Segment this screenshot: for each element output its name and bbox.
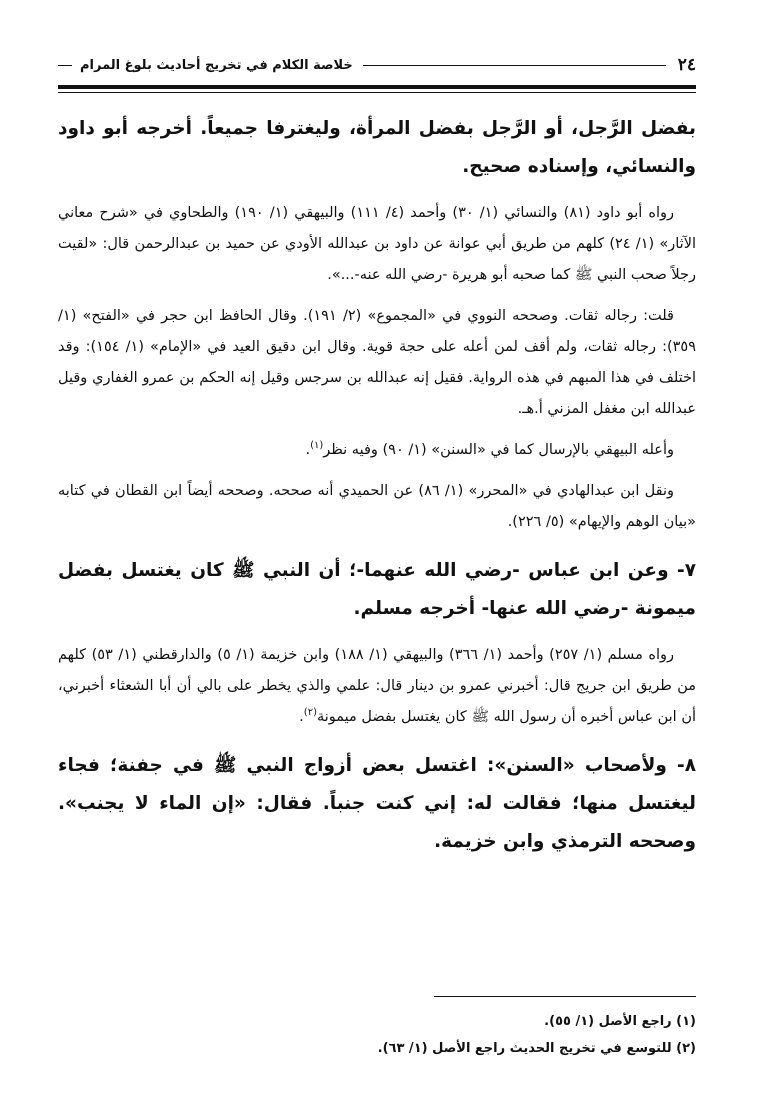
footnote-1: (١) راجع الأصل (١/ ٥٥).: [544, 1014, 696, 1029]
header-rule-thin: [58, 92, 696, 93]
running-title: خلاصة الكلام في تخريج أحاديث بلوغ المرام: [80, 57, 353, 73]
footnote-ref[interactable]: (١): [310, 440, 324, 452]
commentary-paragraph: قلت: رجاله ثقات. وصححه النووي في «المجموع» (٢/ ١٩١). وقال الحافظ ابن حجر في «الفتح» (١/ ٣٥٩): رجاله ثقات، ولم أقف لمن أعله على حجة قوية. وقال ابن دقيق العيد في «الإمام» (١/ ١٥٤): وقد اختلف في هذا المبهم في هذه الرواية. فقيل إنه عبدالله بن سرجس وقيل إنه الحكم بن عمرو الغفاري وقيل عبدالله ابن مغفل المزني أ.هـ.: [58, 308, 696, 417]
hadith-7: ٧- وعن ابن عباس -رضي الله عنهما-؛ أن النبي ﷺ كان يغتسل بفضل ميمونة -رضي الله عنها- أخرجه مسلم.: [58, 560, 696, 619]
commentary-paragraph: [58, 435, 696, 466]
takhrij-paragraph: رواه أبو داود (٨١) والنسائي (١/ ٣٠) وأحمد (٤/ ١١١) والبيهقي (١/ ١٩٠) والطحاوي في «شرح معاني الآثار» (١/ ٢٤) كلهم من طريق أبي عوانة عن داود بن عبدالله الأودي عن حميد بن عبدالرحمن قال: «لقيت رجلاً صحب النبي ﷺ كما صحبه أبو هريرة -رضي الله عنه-...».: [58, 205, 696, 283]
punctuation: .: [305, 442, 311, 458]
header-rule-thick: [58, 85, 696, 89]
page-header: [58, 52, 696, 78]
footnote-separator: [434, 996, 696, 997]
footnote-ref[interactable]: (٢): [303, 707, 317, 719]
page-number: ٢٤: [677, 55, 696, 75]
header-divider-short: [58, 65, 72, 66]
footnote-2: (٢) للتوسع في تخريج الحديث راجع الأصل (١/ ٦٣).: [377, 1041, 696, 1056]
punctuation: .: [299, 709, 304, 725]
takhrij-paragraph: [58, 640, 696, 733]
commentary-text: وأعله البيهقي بالإرسال كما في «السنن» (١/ ٩٠) وفيه نظر: [323, 442, 674, 458]
hadith-6-continuation: بفضل الرَّجل، أو الرَّجل بفضل المرأة، وليغترفا جميعاً. أخرجه أبو داود والنسائي، وإسناده صحيح.: [58, 118, 696, 177]
footnotes: [58, 1008, 696, 1062]
takhrij-text: رواه مسلم (١/ ٢٥٧) وأحمد (١/ ٣٦٦) والبيهقي (١/ ١٨٨) وابن خزيمة (١/ ٥) والدارقطني (١/ ٥٣) كلهم من طريق ابن جريج قال: أخبرني عمرو بن دينار قال: علمي والذي يخطر على بالي أن أبا الشعثاء أخبرني، أن ابن عباس أخبره أن رسول الله ﷺ كان يغتسل بفضل ميمونة: [58, 647, 696, 725]
header-divider: [363, 65, 666, 66]
commentary-paragraph: ونقل ابن عبدالهادي في «المحرر» (١/ ٨٦) عن الحميدي أنه صححه. وصححه أيضاً ابن القطان في كتابه «بيان الوهم والإيهام» (٥/ ٢٢٦).: [58, 483, 696, 530]
main-text: [58, 110, 696, 873]
hadith-8: ٨- ولأصحاب «السنن»: اغتسل بعض أزواج النبي ﷺ في جفنة؛ فجاء ليغتسل منها؛ فقالت له: إني كنت جنباً. فقال: «إن الماء لا يجنب». وصححه الترمذي وابن خزيمة.: [58, 755, 696, 852]
